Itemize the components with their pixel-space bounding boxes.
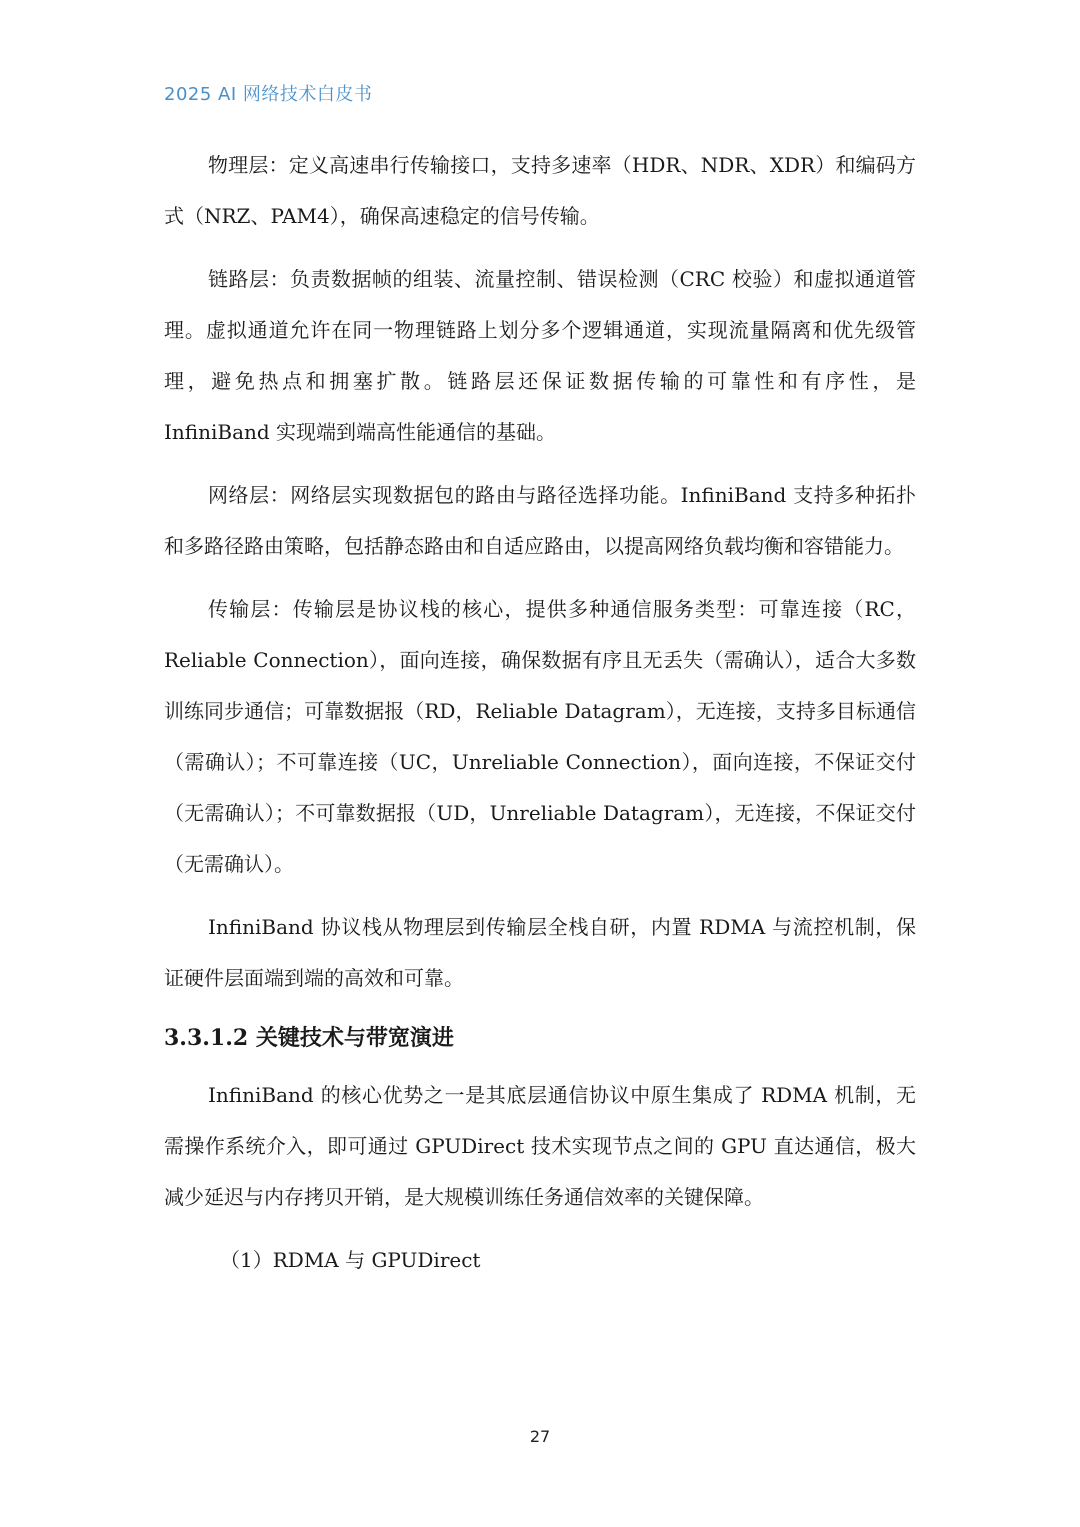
paragraph-physical-layer: 物理层：定义高速串行传输接口，支持多速率（HDR、NDR、XDR）和编码方式（NRZ、PAM4），确保高速稳定的信号传输。 xyxy=(164,153,916,228)
page-content xyxy=(164,140,916,1286)
paragraph-link-layer: 链路层：负责数据帧的组装、流量控制、错误检测（CRC 校验）和虚拟通道管理。虚拟通道允许在同一物理链路上划分多个逻辑通道，实现流量隔离和优先级管理，避免热点和拥塞扩散。链路层还保证数据传输的可靠性和有序性，是 InfiniBand 实现端到端高性能通信的基础。 xyxy=(164,267,916,444)
paragraph-protocol-stack: InfiniBand 协议栈从物理层到传输层全栈自研，内置 RDMA 与流控机制，保证硬件层面端到端的高效和可靠。 xyxy=(164,915,916,990)
paragraph-transport-layer: 传输层：传输层是协议栈的核心，提供多种通信服务类型：可靠连接（RC，Reliable Connection），面向连接，确保数据有序且无丢失（需确认），适合大多数训练同步通信；可靠数据报（RD，Reliable Datagram），无连接，支持多目标通信（需确认）；不可靠连接（UC，Unreliable Connection），面向连接，不保证交付（无需确认）；不可靠数据报（UD，Unreliable Datagram），无连接，不保证交付（无需确认）。 xyxy=(164,597,916,876)
section-heading: 3.3.1.2 关键技术与带宽演进 xyxy=(164,1025,454,1051)
document-header: 2025 AI 网络技术白皮书 xyxy=(164,84,373,105)
subsection-item: （1）RDMA 与 GPUDirect xyxy=(220,1248,481,1272)
page-number: 27 xyxy=(529,1427,551,1446)
paragraph-network-layer: 网络层：网络层实现数据包的路由与路径选择功能。InfiniBand 支持多种拓扑和多路径路由策略，包括静态路由和自适应路由，以提高网络负载均衡和容错能力。 xyxy=(164,483,916,558)
paragraph-rdma-advantage: InfiniBand 的核心优势之一是其底层通信协议中原生集成了 RDMA 机制，无需操作系统介入，即可通过 GPUDirect 技术实现节点之间的 GPU 直达通信，极大减少延迟与内存拷贝开销，是大规模训练任务通信效率的关键保障。 xyxy=(164,1083,916,1209)
